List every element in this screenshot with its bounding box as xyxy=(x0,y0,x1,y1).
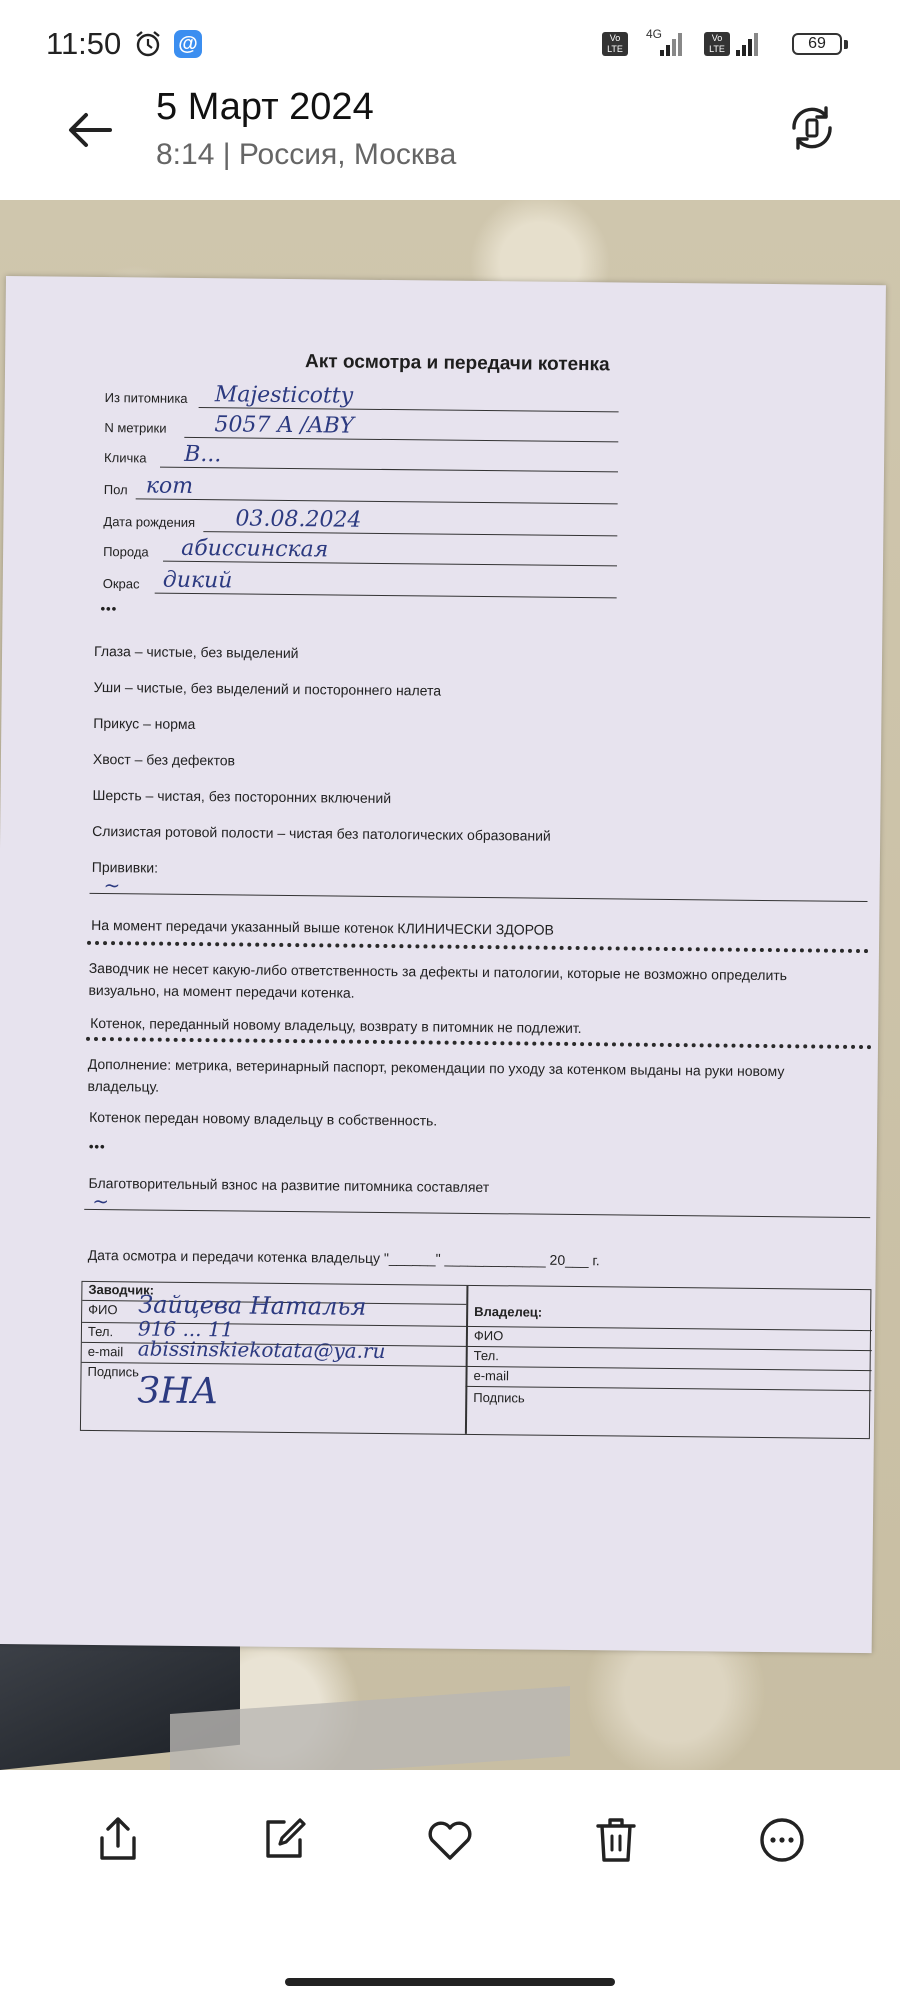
owner-email-label: e-mail xyxy=(473,1367,509,1384)
breeder-tel-value: 916 ... 11 xyxy=(137,1316,234,1342)
field-metric xyxy=(104,411,664,443)
volte-badge-2: Vo LTE xyxy=(704,32,730,56)
field-breed-value: абиссинская xyxy=(181,535,329,563)
field-breed xyxy=(103,535,663,567)
field-line xyxy=(199,407,619,412)
dotted-separator-1 xyxy=(87,941,869,953)
rotate-icon[interactable] xyxy=(786,102,838,154)
field-birthdate-label: Дата рождения xyxy=(103,514,196,530)
field-sex xyxy=(104,473,664,505)
volte-badge-1: Vo LTE xyxy=(602,32,628,56)
breeder-fio-value: Зайцева Наталья xyxy=(138,1290,367,1321)
bottom-toolbar xyxy=(0,1790,900,1890)
liability-text: Заводчик не несет какую-либо ответственность за дефекты и патологии, которые не возможно определить визуально, на момент передачи котенка. xyxy=(88,959,788,1001)
vaccinations-line xyxy=(90,893,868,902)
photo-time-location: 8:14 | Россия, Москва xyxy=(156,138,457,171)
check-bite: Прикус – норма xyxy=(93,714,196,733)
header-bar xyxy=(0,80,900,200)
donation-mark: ~ xyxy=(92,1188,110,1214)
battery-tip xyxy=(844,40,848,49)
dotted-separator-2 xyxy=(86,1037,872,1049)
field-metric-label: N метрики xyxy=(104,420,167,436)
owner-tel-label: Тел. xyxy=(473,1347,500,1364)
at-sign-app-icon: @ xyxy=(174,30,202,58)
signal-strength-icon xyxy=(646,30,686,58)
field-line xyxy=(155,593,617,599)
more-icon[interactable] xyxy=(752,1810,812,1870)
check-mucosa: Слизистая ротовой полости – чистая без патологических образований xyxy=(92,822,551,844)
arrow-left-icon[interactable] xyxy=(62,102,118,158)
vaccinations-label: Прививки: xyxy=(91,858,159,876)
dots-separator-2: ••• xyxy=(88,1138,106,1155)
signature-table xyxy=(80,1281,872,1439)
vaccinations-mark: ~ xyxy=(103,873,121,898)
photo-viewer[interactable] xyxy=(0,200,900,1770)
field-name xyxy=(104,441,664,473)
edit-icon[interactable] xyxy=(254,1810,314,1870)
check-tail: Хвост – без дефектов xyxy=(92,750,236,769)
status-bar xyxy=(0,0,900,90)
field-sex-label: Пол xyxy=(103,482,128,498)
field-line xyxy=(136,498,618,504)
breeder-header: Заводчик: xyxy=(88,1281,155,1298)
no-return-text: Котенок, переданный новому владельцу, возврату в питомник не подлежит. xyxy=(90,1014,582,1037)
breeder-email-value: abissinskiekotata@ya.ru xyxy=(137,1336,386,1364)
photo-date-title: 5 Март 2024 xyxy=(156,86,374,128)
check-coat: Шерсть – чистая, без посторонних включений xyxy=(92,786,392,807)
heart-icon[interactable] xyxy=(420,1810,480,1870)
field-color-value: дикий xyxy=(162,567,233,594)
field-breed-label: Порода xyxy=(103,544,149,560)
field-metric-value: 5057 A /ABY xyxy=(214,412,355,439)
field-line xyxy=(163,561,617,567)
table-divider xyxy=(465,1286,468,1434)
trash-icon[interactable] xyxy=(586,1810,646,1870)
document-paper xyxy=(0,276,886,1653)
breeder-tel-label: Тел. xyxy=(87,1323,114,1340)
signal-strength-icon-2 xyxy=(734,30,774,58)
field-line xyxy=(203,531,617,536)
field-cattery xyxy=(105,381,665,413)
field-name-value: B... xyxy=(184,441,222,468)
healthy-statement: На момент передачи указанный выше котенок КЛИНИЧЕСКИ ЗДОРОВ xyxy=(91,916,554,938)
donation-line xyxy=(84,1209,870,1218)
donation-text: Благотворительный взнос на развитие питомника составляет xyxy=(88,1174,490,1196)
field-cattery-value: Majesticotty xyxy=(214,382,354,409)
check-eyes: Глаза – чистые, без выделений xyxy=(93,642,299,662)
field-line xyxy=(160,467,618,473)
owner-signature-label: Подпись xyxy=(473,1389,525,1406)
check-ears: Уши – чистые, без выделений и постороннего налета xyxy=(93,678,442,699)
network-type: 4G xyxy=(646,27,663,41)
breeder-signature-value: ЗНА xyxy=(137,1370,219,1413)
field-name-label: Кличка xyxy=(104,450,147,466)
field-color xyxy=(103,567,663,599)
field-cattery-label: Из питомника xyxy=(104,390,188,406)
date-line-text: Дата осмотра и передачи котенка владельцу "______" _____________ 20___ г. xyxy=(87,1246,600,1269)
home-indicator[interactable] xyxy=(285,1978,615,1986)
field-sex-value: кот xyxy=(145,473,194,499)
owner-fio-label: ФИО xyxy=(473,1327,504,1344)
document-title: Акт осмотра и передачи котенка xyxy=(305,351,610,376)
breeder-signature-label: Подпись xyxy=(87,1363,140,1380)
battery-icon: 69 xyxy=(792,33,842,55)
ownership-text: Котенок передан новому владельцу в собственность. xyxy=(89,1108,438,1129)
table-line xyxy=(465,1386,871,1391)
breeder-fio-label: ФИО xyxy=(88,1301,118,1318)
breeder-email-label: e-mail xyxy=(87,1343,124,1360)
dots-separator: ••• xyxy=(100,601,118,617)
field-color-label: Окрас xyxy=(102,576,140,592)
field-birthdate-value: 03.08.2024 xyxy=(235,506,362,533)
alarm-clock-icon xyxy=(134,30,162,58)
additional-text: Дополнение: метрика, ветеринарный паспорт, рекомендации по уходу за котенком выданы на руки новому владельцу. xyxy=(87,1055,785,1095)
owner-header: Владелец: xyxy=(474,1303,543,1320)
field-birthdate xyxy=(103,505,663,537)
share-icon[interactable] xyxy=(88,1810,148,1870)
status-time: 11:50 xyxy=(46,26,122,61)
